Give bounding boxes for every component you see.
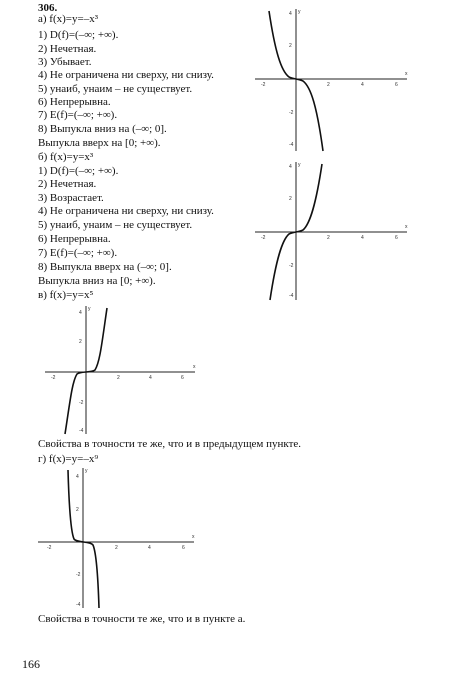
x-tick-label: -2 bbox=[47, 545, 52, 551]
x-tick-label: 4 bbox=[148, 545, 151, 551]
part-d-heading: г) f(x)=y=–x⁹ bbox=[38, 453, 99, 465]
y-axis-label: y bbox=[298, 162, 301, 168]
part-b-line: 8) Выпукла вверх на (–∞; 0]. bbox=[38, 261, 172, 273]
part-b-line: 3) Возрастает. bbox=[38, 192, 104, 204]
y-tick-label: -2 bbox=[76, 572, 81, 578]
part-d-note: Свойства в точности те же, что и в пункте а. bbox=[38, 613, 246, 625]
part-a-line: Выпукла вверх на [0; +∞). bbox=[38, 137, 161, 149]
y-tick-label: 4 bbox=[289, 164, 292, 170]
part-a-line: 6) Непрерывна. bbox=[38, 96, 111, 108]
y-tick-label: -4 bbox=[76, 602, 81, 608]
part-a-line: 5) yнаиб, yнаим – не существует. bbox=[38, 83, 193, 95]
part-c-note: Свойства в точности те же, что и в предыдущем пункте. bbox=[38, 438, 302, 450]
y-axis-label: y bbox=[85, 468, 88, 474]
page-number: 166 bbox=[22, 657, 40, 671]
x-tick-label: 6 bbox=[395, 235, 398, 241]
x-tick-label: 2 bbox=[115, 545, 118, 551]
x-tick-label: 6 bbox=[182, 545, 185, 551]
x-axis-label: x bbox=[405, 224, 408, 230]
x-tick-label: 2 bbox=[117, 375, 120, 381]
y-tick-label: -4 bbox=[79, 428, 84, 434]
y-tick-label: 4 bbox=[76, 474, 79, 480]
x-tick-label: 2 bbox=[327, 82, 330, 88]
x-tick-label: 6 bbox=[395, 82, 398, 88]
part-b-line: Выпукла вниз на [0; +∞). bbox=[38, 275, 156, 287]
part-b-line: 2) Нечетная. bbox=[38, 178, 97, 190]
part-b-heading: б) f(x)=y=x³ bbox=[38, 151, 94, 163]
graph-neg-x-ninth bbox=[38, 466, 203, 611]
y-tick-label: 2 bbox=[289, 196, 292, 202]
y-tick-label: 4 bbox=[289, 11, 292, 17]
x-axis-label: x bbox=[405, 71, 408, 77]
y-tick-label: -4 bbox=[289, 293, 294, 299]
y-axis-label: y bbox=[298, 9, 301, 15]
y-axis-label: y bbox=[88, 306, 91, 312]
x-tick-label: 4 bbox=[361, 235, 364, 241]
part-a-line: 1) D(f)=(–∞; +∞). bbox=[38, 29, 119, 41]
part-b-line: 1) D(f)=(–∞; +∞). bbox=[38, 165, 119, 177]
x-axis-label: x bbox=[193, 364, 196, 370]
y-tick-label: 2 bbox=[289, 43, 292, 49]
x-tick-label: -2 bbox=[261, 235, 266, 241]
y-tick-label: 2 bbox=[76, 507, 79, 513]
part-b-line: 4) Не ограничена ни сверху, ни снизу. bbox=[38, 205, 214, 217]
x-tick-label: 2 bbox=[327, 235, 330, 241]
part-a-line: 3) Убывает. bbox=[38, 56, 92, 68]
part-b-line: 7) E(f)=(–∞; +∞). bbox=[38, 247, 118, 259]
x-tick-label: 4 bbox=[361, 82, 364, 88]
y-tick-label: -2 bbox=[79, 400, 84, 406]
y-tick-label: 2 bbox=[79, 339, 82, 345]
x-tick-label: -2 bbox=[261, 82, 266, 88]
y-tick-label: -2 bbox=[289, 263, 294, 269]
y-tick-label: 4 bbox=[79, 310, 82, 316]
part-a-line: 2) Нечетная. bbox=[38, 43, 97, 55]
problem-number: 306. bbox=[38, 2, 58, 14]
x-axis-label: x bbox=[192, 534, 195, 540]
part-c-heading: в) f(x)=y=x⁵ bbox=[38, 289, 94, 301]
y-tick-label: -4 bbox=[289, 142, 294, 148]
part-a-line: 4) Не ограничена ни сверху, ни снизу. bbox=[38, 69, 214, 81]
part-a-heading: а) f(x)=y=–x³ bbox=[38, 13, 98, 25]
x-tick-label: 6 bbox=[181, 375, 184, 381]
graph-x-cubed bbox=[255, 158, 415, 303]
part-a-line: 8) Выпукла вниз на (–∞; 0]. bbox=[38, 123, 167, 135]
graph-x-fifth bbox=[45, 302, 205, 437]
x-tick-label: 4 bbox=[149, 375, 152, 381]
part-a-line: 7) E(f)=(–∞; +∞). bbox=[38, 109, 118, 121]
part-b-line: 6) Непрерывна. bbox=[38, 233, 111, 245]
part-b-line: 5) yнаиб, yнаим – не существует. bbox=[38, 219, 193, 231]
graph-neg-x-cubed bbox=[255, 5, 415, 155]
x-tick-label: -2 bbox=[51, 375, 56, 381]
y-tick-label: -2 bbox=[289, 110, 294, 116]
